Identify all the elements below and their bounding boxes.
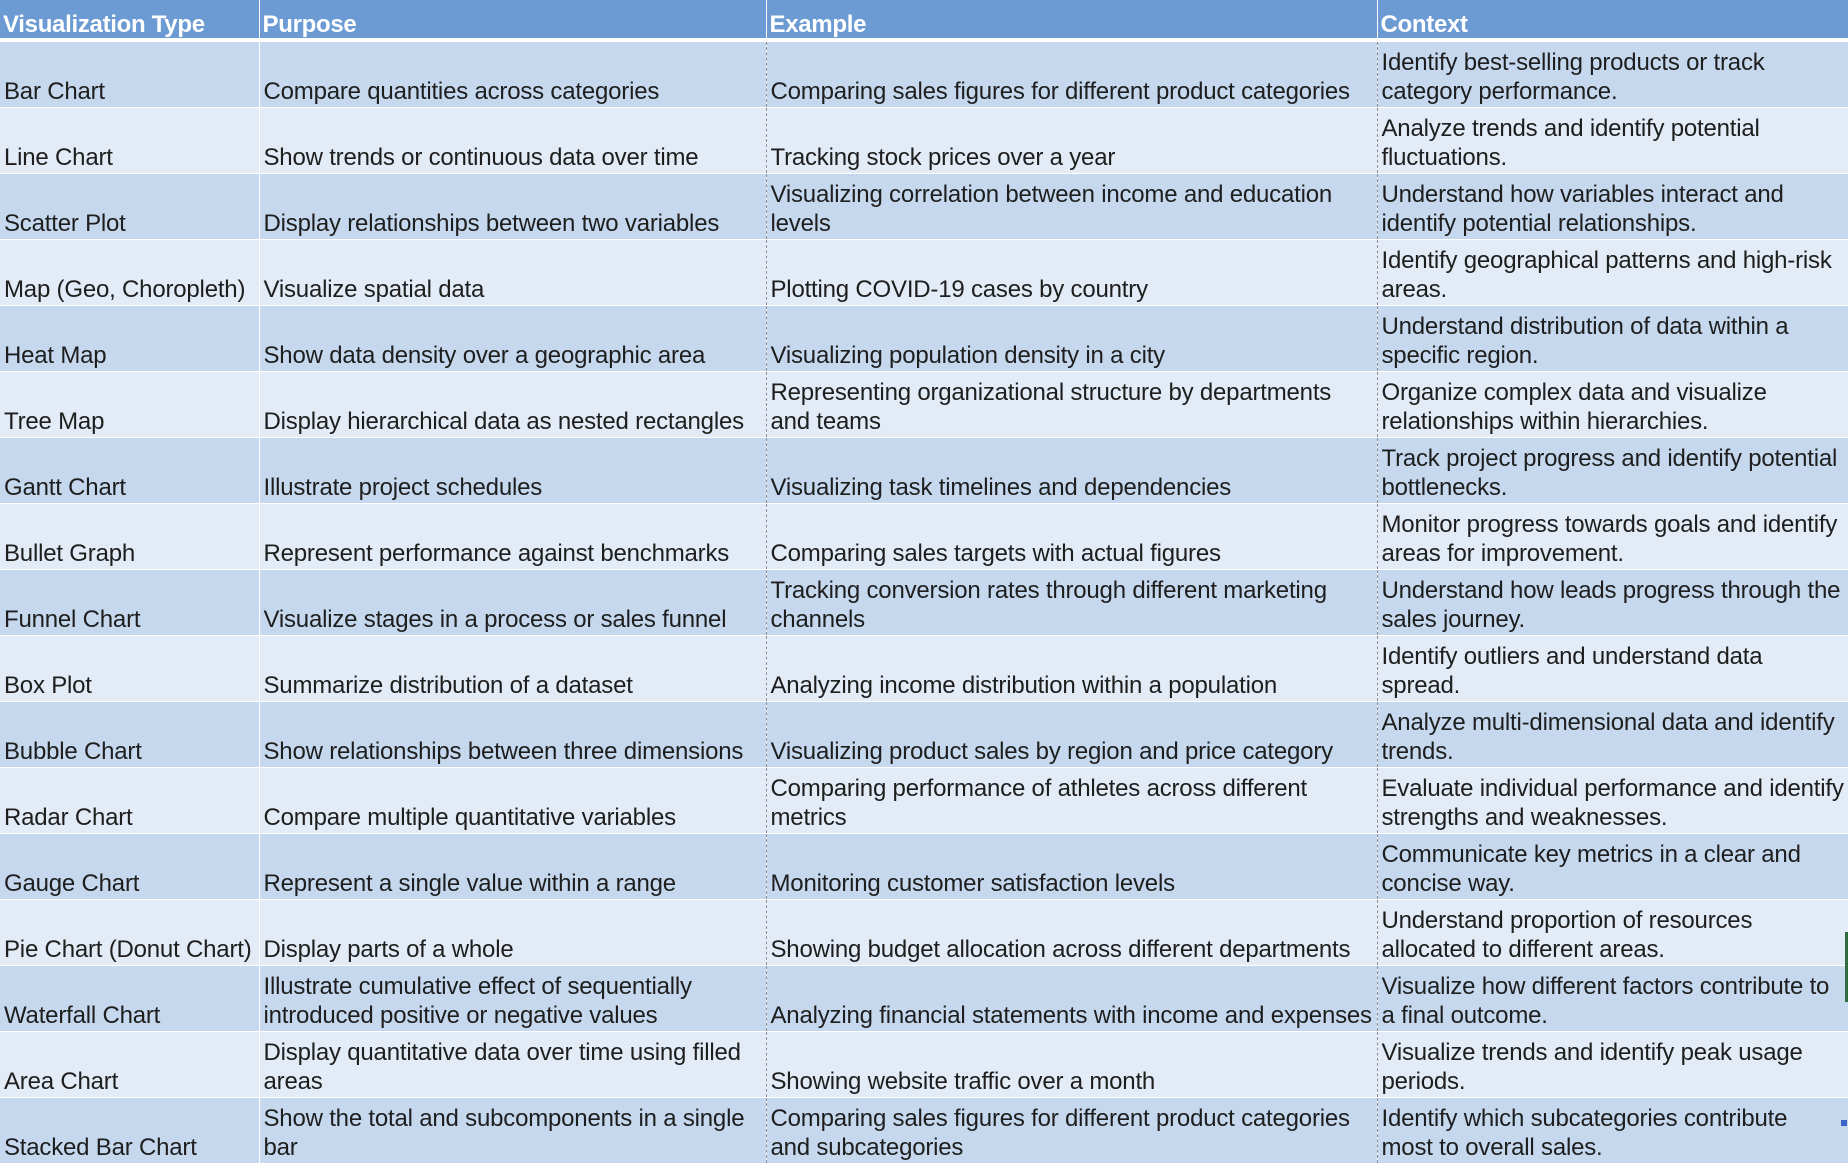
table-row: [0, 306, 1848, 372]
table-row: [0, 636, 1848, 702]
cell-context[interactable]: Visualize how different factors contribute to a final outcome.: [1377, 966, 1848, 1032]
cell-purpose[interactable]: Illustrate project schedules: [259, 438, 766, 504]
table-row: [0, 438, 1848, 504]
cell-example[interactable]: Comparing performance of athletes across different metrics: [766, 768, 1377, 834]
cell-purpose[interactable]: Display hierarchical data as nested rectangles: [259, 372, 766, 438]
cell-visualization-type[interactable]: Bubble Chart: [0, 702, 259, 768]
header-context[interactable]: Context: [1377, 0, 1848, 40]
table-row: [0, 174, 1848, 240]
cell-purpose[interactable]: Represent a single value within a range: [259, 834, 766, 900]
cell-purpose[interactable]: Compare multiple quantitative variables: [259, 768, 766, 834]
cell-visualization-type[interactable]: Bar Chart: [0, 40, 259, 108]
table-row: [0, 834, 1848, 900]
table-row: [0, 900, 1848, 966]
cell-context[interactable]: Identify outliers and understand data spread.: [1377, 636, 1848, 702]
cell-example[interactable]: Tracking conversion rates through different marketing channels: [766, 570, 1377, 636]
cell-context[interactable]: Monitor progress towards goals and identify areas for improvement.: [1377, 504, 1848, 570]
cell-context[interactable]: Identify which subcategories contribute most to overall sales.: [1377, 1098, 1848, 1164]
cell-purpose[interactable]: Illustrate cumulative effect of sequentially introduced positive or negative values: [259, 966, 766, 1032]
cell-visualization-type[interactable]: Map (Geo, Choropleth): [0, 240, 259, 306]
table-row: [0, 966, 1848, 1032]
cell-example[interactable]: Showing website traffic over a month: [766, 1032, 1377, 1098]
cell-context[interactable]: Understand distribution of data within a specific region.: [1377, 306, 1848, 372]
cell-example[interactable]: Comparing sales figures for different product categories: [766, 40, 1377, 108]
cell-context[interactable]: Identify geographical patterns and high-risk areas.: [1377, 240, 1848, 306]
cell-purpose[interactable]: Display parts of a whole: [259, 900, 766, 966]
cell-context[interactable]: Communicate key metrics in a clear and concise way.: [1377, 834, 1848, 900]
table-row: [0, 40, 1848, 108]
cell-context[interactable]: Organize complex data and visualize relationships within hierarchies.: [1377, 372, 1848, 438]
cell-purpose[interactable]: Display relationships between two variables: [259, 174, 766, 240]
table-row: [0, 1098, 1848, 1164]
cell-visualization-type[interactable]: Gauge Chart: [0, 834, 259, 900]
cell-example[interactable]: Representing organizational structure by departments and teams: [766, 372, 1377, 438]
header-purpose[interactable]: Purpose: [259, 0, 766, 40]
cell-visualization-type[interactable]: Heat Map: [0, 306, 259, 372]
cell-example[interactable]: Comparing sales figures for different product categories and subcategories: [766, 1098, 1377, 1164]
cell-purpose[interactable]: Show data density over a geographic area: [259, 306, 766, 372]
cell-visualization-type[interactable]: Funnel Chart: [0, 570, 259, 636]
resize-handle[interactable]: [1841, 1120, 1847, 1126]
cell-visualization-type[interactable]: Tree Map: [0, 372, 259, 438]
cell-purpose[interactable]: Show trends or continuous data over time: [259, 108, 766, 174]
cell-context[interactable]: Visualize trends and identify peak usage periods.: [1377, 1032, 1848, 1098]
cell-visualization-type[interactable]: Box Plot: [0, 636, 259, 702]
table-row: [0, 504, 1848, 570]
cell-example[interactable]: Plotting COVID-19 cases by country: [766, 240, 1377, 306]
cell-purpose[interactable]: Represent performance against benchmarks: [259, 504, 766, 570]
cell-visualization-type[interactable]: Pie Chart (Donut Chart): [0, 900, 259, 966]
header-row: [0, 0, 1848, 40]
cell-purpose[interactable]: Visualize spatial data: [259, 240, 766, 306]
cell-visualization-type[interactable]: Scatter Plot: [0, 174, 259, 240]
cell-purpose[interactable]: Compare quantities across categories: [259, 40, 766, 108]
cell-example[interactable]: Visualizing product sales by region and price category: [766, 702, 1377, 768]
header-visualization-type[interactable]: Visualization Type: [0, 0, 259, 40]
table-row: [0, 702, 1848, 768]
cell-visualization-type[interactable]: Bullet Graph: [0, 504, 259, 570]
cell-example[interactable]: Analyzing financial statements with income and expenses: [766, 966, 1377, 1032]
cell-context[interactable]: Understand proportion of resources allocated to different areas.: [1377, 900, 1848, 966]
cell-example[interactable]: Tracking stock prices over a year: [766, 108, 1377, 174]
table-row: [0, 768, 1848, 834]
table-row: [0, 570, 1848, 636]
cell-context[interactable]: Track project progress and identify potential bottlenecks.: [1377, 438, 1848, 504]
header-example[interactable]: Example: [766, 0, 1377, 40]
cell-purpose[interactable]: Display quantitative data over time using filled areas: [259, 1032, 766, 1098]
cell-example[interactable]: Showing budget allocation across different departments: [766, 900, 1377, 966]
cell-visualization-type[interactable]: Gantt Chart: [0, 438, 259, 504]
cell-visualization-type[interactable]: Waterfall Chart: [0, 966, 259, 1032]
cell-example[interactable]: Visualizing correlation between income and education levels: [766, 174, 1377, 240]
cell-example[interactable]: Comparing sales targets with actual figures: [766, 504, 1377, 570]
cell-purpose[interactable]: Show relationships between three dimensions: [259, 702, 766, 768]
cell-purpose[interactable]: Visualize stages in a process or sales funnel: [259, 570, 766, 636]
cell-visualization-type[interactable]: Line Chart: [0, 108, 259, 174]
table-row: [0, 372, 1848, 438]
cell-context[interactable]: Analyze multi-dimensional data and identify trends.: [1377, 702, 1848, 768]
cell-visualization-type[interactable]: Radar Chart: [0, 768, 259, 834]
table-row: [0, 240, 1848, 306]
cell-example[interactable]: Analyzing income distribution within a population: [766, 636, 1377, 702]
table-row: [0, 1032, 1848, 1098]
cell-visualization-type[interactable]: Area Chart: [0, 1032, 259, 1098]
cell-example[interactable]: Visualizing task timelines and dependencies: [766, 438, 1377, 504]
cell-example[interactable]: Monitoring customer satisfaction levels: [766, 834, 1377, 900]
cell-context[interactable]: Understand how leads progress through the sales journey.: [1377, 570, 1848, 636]
cell-visualization-type[interactable]: Stacked Bar Chart: [0, 1098, 259, 1164]
cell-purpose[interactable]: Show the total and subcomponents in a single bar: [259, 1098, 766, 1164]
cell-purpose[interactable]: Summarize distribution of a dataset: [259, 636, 766, 702]
cell-context[interactable]: Evaluate individual performance and identify strengths and weaknesses.: [1377, 768, 1848, 834]
cell-context[interactable]: Understand how variables interact and identify potential relationships.: [1377, 174, 1848, 240]
cell-context[interactable]: Analyze trends and identify potential fluctuations.: [1377, 108, 1848, 174]
cell-example[interactable]: Visualizing population density in a city: [766, 306, 1377, 372]
table-row: [0, 108, 1848, 174]
cell-context[interactable]: Identify best-selling products or track category performance.: [1377, 40, 1848, 108]
